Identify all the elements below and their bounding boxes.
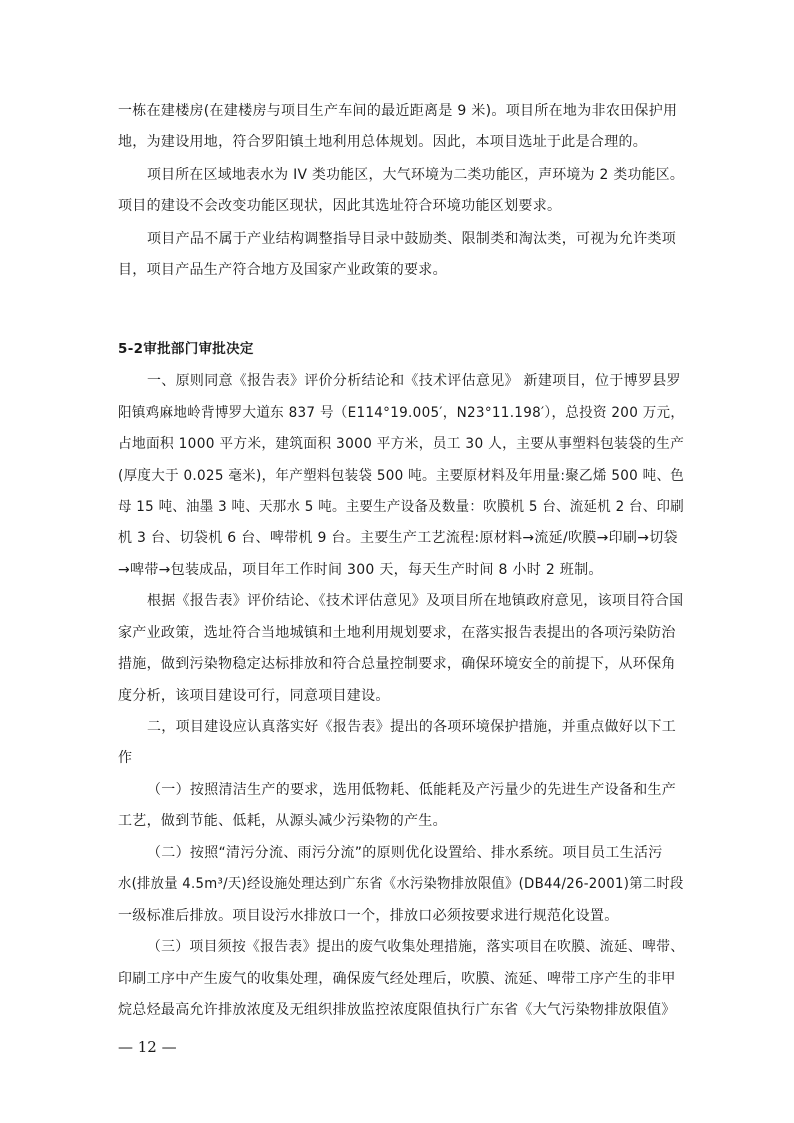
paragraph-line: （二）按照“清污分流、雨污分流”的原则优化设置给、排水系统。项目员工生活污 — [147, 845, 663, 861]
paragraph-line: 目，项目产品生产符合地方及国家产业政策的要求。 — [118, 262, 447, 278]
paragraph-line: 地，为建设用地，符合罗阳镇土地利用总体规划。因此，本项目选址于此是合理的。 — [118, 134, 648, 150]
page-number: — 12 — — [118, 1038, 177, 1056]
paragraph-line: 一、原则同意《报告表》评价分析结论和《技术评估意见》 新建项目，位于博罗县罗 — [147, 373, 681, 389]
paragraph-line: 阳镇鸡麻地岭背博罗大道东 837 号（E114°19.005′，N23°11.198′），总投资 200 万元， — [118, 405, 685, 421]
paragraph-line: 工艺，做到节能、低耗，从源头减少污染物的产生。 — [118, 813, 447, 829]
paragraph-line: 二，项目建设应认真落实好《报告表》提出的各项环境保护措施，并重点做好以下工 — [147, 719, 677, 735]
paragraph-line: 一级标准后排放。项目设污水排放口一个，排放口必须按要求进行规范化设置。 — [118, 908, 619, 924]
paragraph-line: →啤带→包装成品，项目年工作时间 300 天，每天生产时间 8 小时 2 班制。 — [118, 562, 603, 578]
paragraph-line: 机 3 台、切袋机 6 台、啤带机 9 台。主要生产工艺流程:原材料→流延/吹膜→印刷→切袋 — [118, 530, 678, 546]
paragraph-line: 一栋在建楼房(在建楼房与项目生产车间的最近距离是 9 米)。项目所在地为非农田保护用 — [118, 103, 678, 119]
paragraph-line: 根据《报告表》评价结论、《技术评估意见》及项目所在地镇政府意见，该项目符合国 — [147, 593, 684, 609]
section-heading: 5-2审批部门审批决定 — [118, 341, 254, 357]
paragraph-line: 家产业政策，选址符合当地城镇和土地利用规划要求，在落实报告表提出的各项污染防治 — [118, 625, 676, 641]
paragraph-line: （一）按照清洁生产的要求，选用低物耗、低能耗及产污量少的先进生产设备和生产 — [147, 782, 677, 798]
paragraph-line: 项目的建设不会改变功能区现状，因此其选址符合环境功能区划要求。 — [118, 198, 562, 214]
paragraph-line: 母 15 吨、油墨 3 吨、天那水 5 吨。主要生产设备及数量：吹膜机 5 台、流延机 2 台、印刷 — [118, 499, 684, 515]
paragraph-line: 水(排放量 4.5m³/天)经设施处理达到广东省《水污染物排放限值》(DB44/26-2001)第二时段 — [118, 876, 684, 892]
paragraph-line: 烷总烃最高允许排放浓度及无组织排放监控浓度限值执行广东省《大气污染物排放限值》 — [118, 1002, 676, 1018]
paragraph-line: 作 — [118, 750, 133, 766]
paragraph-line: 项目产品不属于产业结构调整指导目录中鼓励类、限制类和淘汰类，可视为允许类项 — [147, 231, 677, 247]
paragraph-line: 措施，做到污染物稳定达标排放和符合总量控制要求，确保环境安全的前提下，从环保角 — [118, 656, 676, 672]
paragraph-line: (厚度大于 0.025 毫米)，年产塑料包装袋 500 吨。主要原材料及年用量:聚乙烯 500 吨、色 — [118, 468, 685, 484]
paragraph-line: 度分析，该项目建设可行，同意项目建设。 — [118, 688, 390, 704]
paragraph-line: （三）项目须按《报告表》提出的废气收集处理措施，落实项目在吹膜、流延、啤带、 — [147, 939, 685, 955]
paragraph-line: 项目所在区域地表水为 IV 类功能区，大气环境为二类功能区，声环境为 2 类功能区。 — [147, 167, 685, 183]
paragraph-line: 印刷工序中产生废气的收集处理，确保废气经处理后，吹膜、流延、啤带工序产生的非甲 — [118, 971, 676, 987]
paragraph-line: 占地面积 1000 平方米，建筑面积 3000 平方米，员工 30 人，主要从事塑料包装袋的生产 — [118, 436, 685, 452]
